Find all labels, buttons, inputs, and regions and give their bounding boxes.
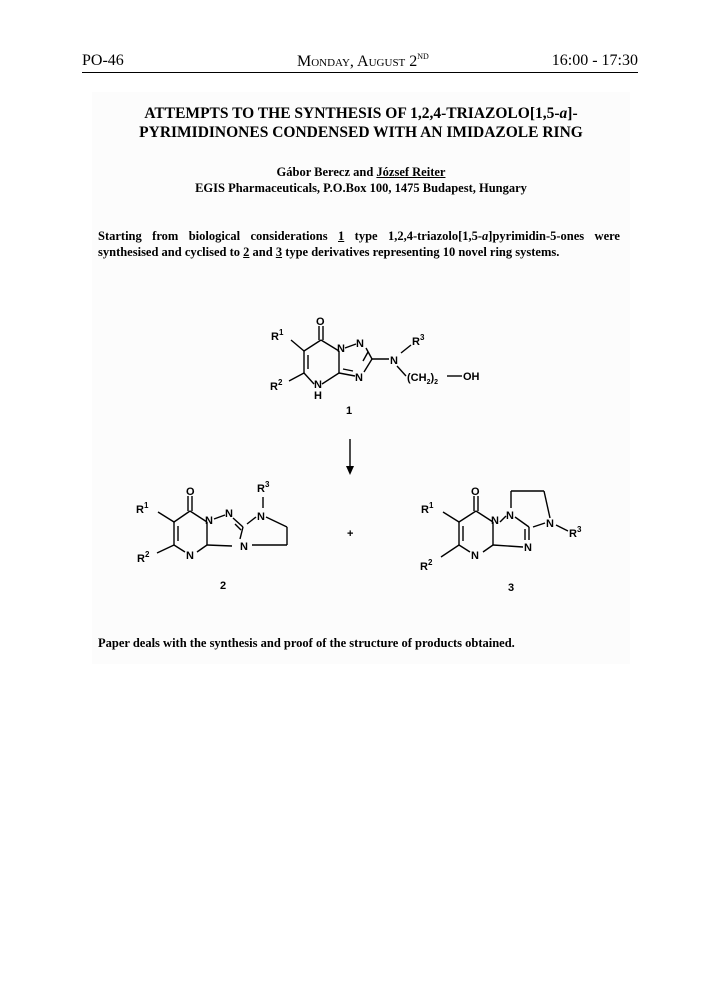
svg-text:N: N: [471, 550, 479, 562]
atom-N-1b: N: [356, 338, 364, 350]
paper-title: ATTEMPTS TO THE SYNTHESIS OF 1,2,4-TRIAZOLO[1,5-a]- PYRIMIDINONES CONDENSED WITH AN IMIDAZOLE RING: [139, 105, 583, 141]
svg-text:R1: $R^1$: [136, 501, 149, 516]
atom-N-1a: N: [337, 343, 345, 355]
session-time: 16:00 - 17:30: [551, 52, 638, 69]
abstract-panel: [92, 92, 630, 664]
svg-text:R3: $R^3$: [257, 480, 270, 495]
compound-3-label: 3: [508, 582, 515, 594]
atom-N-1e: N: [390, 355, 398, 367]
svg-text:N: N: [205, 515, 213, 527]
abstract-intro: Starting from biological considerations 1 type 1,2,4-triazolo[1,5-a]pyrimidin-5-ones were synthesised and cyclised to 2 and 3 type derivatives representing 10 novel ring systems.: [98, 229, 620, 259]
svg-text:N: N: [546, 518, 554, 530]
atom-N-1d: N: [314, 379, 322, 391]
svg-text:R3: $R^3$: [412, 333, 425, 348]
svg-text:O: O: [471, 486, 480, 498]
atom-H-1: H: [314, 390, 322, 402]
svg-text:OH: OH: [463, 371, 480, 383]
atom-N-1c: N: [355, 372, 363, 384]
svg-text:R2: $R^2$: [420, 558, 433, 573]
svg-text:(CH2)2: $(CH_2)_2$: [407, 372, 439, 386]
svg-text:N: N: [240, 541, 248, 553]
poster-code: PO-46: [82, 52, 124, 69]
svg-text:N: N: [225, 508, 233, 520]
affiliation: EGIS Pharmaceuticals, P.O.Box 100, 1475 Budapest, Hungary: [195, 181, 527, 195]
compound-1-label: 1: [346, 405, 353, 417]
svg-text:N: N: [491, 515, 499, 527]
compound-2-label: 2: [220, 580, 227, 592]
svg-text:N: N: [257, 511, 265, 523]
svg-text:R3: $R^3$: [569, 525, 582, 540]
svg-text:N: N: [186, 550, 194, 562]
svg-text:N: N: [506, 510, 514, 522]
atom-O-1: O: [316, 316, 325, 328]
svg-text:R1: $R^1$: [271, 328, 284, 343]
page-header: [82, 52, 638, 73]
session-day: Monday, August 2ND: [297, 52, 429, 70]
svg-text:N: N: [524, 542, 532, 554]
svg-text:O: O: [186, 486, 195, 498]
presenting-author: József Reiter: [376, 165, 446, 179]
plus-sign: +: [347, 528, 354, 540]
svg-text:R2: $R^2$: [137, 550, 150, 565]
svg-text:R1: $R^1$: [421, 501, 434, 516]
abstract-closing: Paper deals with the synthesis and proof of the structure of products obtained.: [98, 636, 515, 650]
paper-authors: Gábor Berecz and József Reiter EGIS Pharmaceuticals, P.O.Box 100, 1475 Budapest, Hungary: [195, 165, 527, 195]
svg-text:R2: $R^2$: [270, 378, 283, 393]
